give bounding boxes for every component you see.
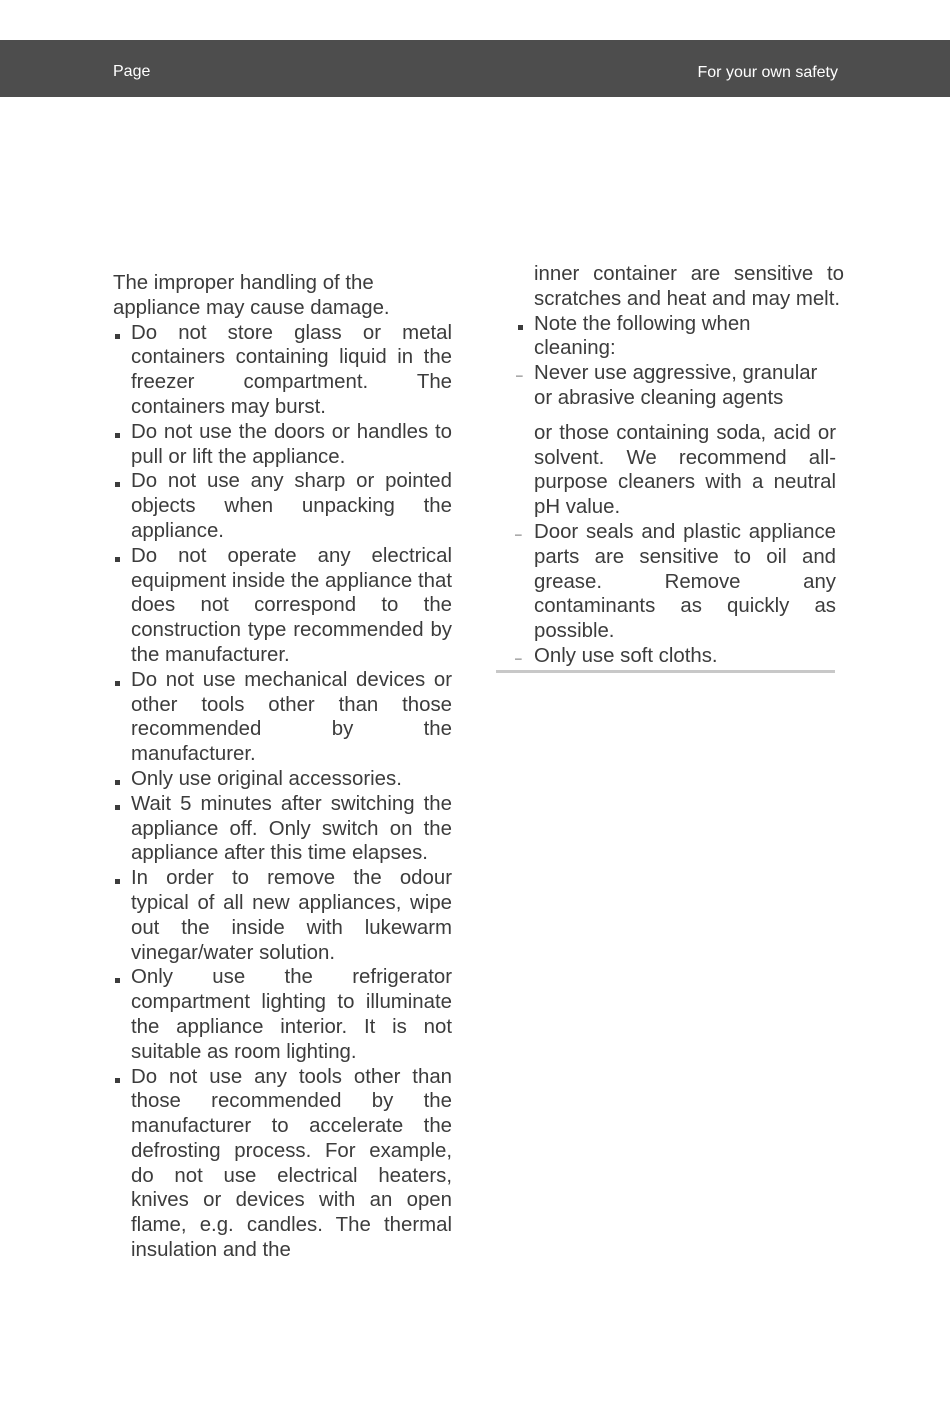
- dash-marker: –: [516, 368, 523, 383]
- bullet-item: Do not use the doors or handles to pull or lift the appliance.: [113, 420, 452, 470]
- safety-bullet-list: [113, 321, 452, 1263]
- sub-continuation-text: or those containing soda, acid or solvent. We recommend all-purpose cleaners with a neutral pH value.: [534, 421, 836, 519]
- bullet-item: Only use the refrigerator compartment lighting to illuminate the appliance interior. It is not suitable as room lighting.: [113, 965, 452, 1064]
- cleaning-bullet-list: [496, 312, 844, 362]
- header-page-label: Page: [113, 63, 151, 80]
- dash-marker: –: [515, 650, 522, 665]
- continuation-text: inner container are sensitive to scratches and heat and may melt.: [534, 263, 844, 310]
- page-header: [0, 40, 950, 97]
- dash-item-text: Door seals and plastic appliance parts are sensitive to oil and grease. Remove any contaminants as quickly as possible.: [534, 520, 836, 643]
- section-divider: [496, 670, 835, 673]
- bullet-item-cleaning: Note the following when cleaning:: [516, 312, 824, 362]
- dash-marker: –: [515, 526, 522, 541]
- bullet-item: Do not operate any electrical equipment inside the appliance that does not correspond to the construction type recommended by the manufacturer.: [113, 544, 452, 668]
- sub-item-text: Never use aggressive, granular or abrasive cleaning agents: [534, 362, 818, 409]
- header-section-title: For your own safety: [697, 64, 838, 81]
- sub-item-aggressive: [496, 361, 822, 411]
- bullet-item: Do not store glass or metal containers containing liquid in the freezer compartment. The containers may burst.: [113, 321, 452, 420]
- bullet-item: Only use original accessories.: [113, 767, 452, 792]
- dash-item-cloths: [496, 644, 836, 669]
- intro-text: The improper handling of the appliance may cause damage.: [113, 272, 390, 319]
- right-column: [496, 262, 844, 673]
- dash-item-seals: [496, 520, 836, 644]
- dash-item-text: Only use soft cloths.: [534, 644, 718, 667]
- bullet-item: Wait 5 minutes after switching the appliance off. Only switch on the appliance after this time elapses.: [113, 792, 452, 866]
- bullet-item: Do not use any tools other than those recommended by the manufacturer to accelerate the defrosting process. For example, do not use electrical heaters, knives or devices with an open flame, e.g. candles. The thermal insulation and the: [113, 1065, 452, 1263]
- left-column: [113, 271, 452, 1263]
- bullet-item: Do not use mechanical devices or other tools other than those recommended by the manufacturer.: [113, 668, 452, 767]
- bullet-item: In order to remove the odour typical of all new appliances, wipe out the inside with lukewarm vinegar/water solution.: [113, 866, 452, 965]
- bullet-item: Do not use any sharp or pointed objects when unpacking the appliance.: [113, 469, 452, 543]
